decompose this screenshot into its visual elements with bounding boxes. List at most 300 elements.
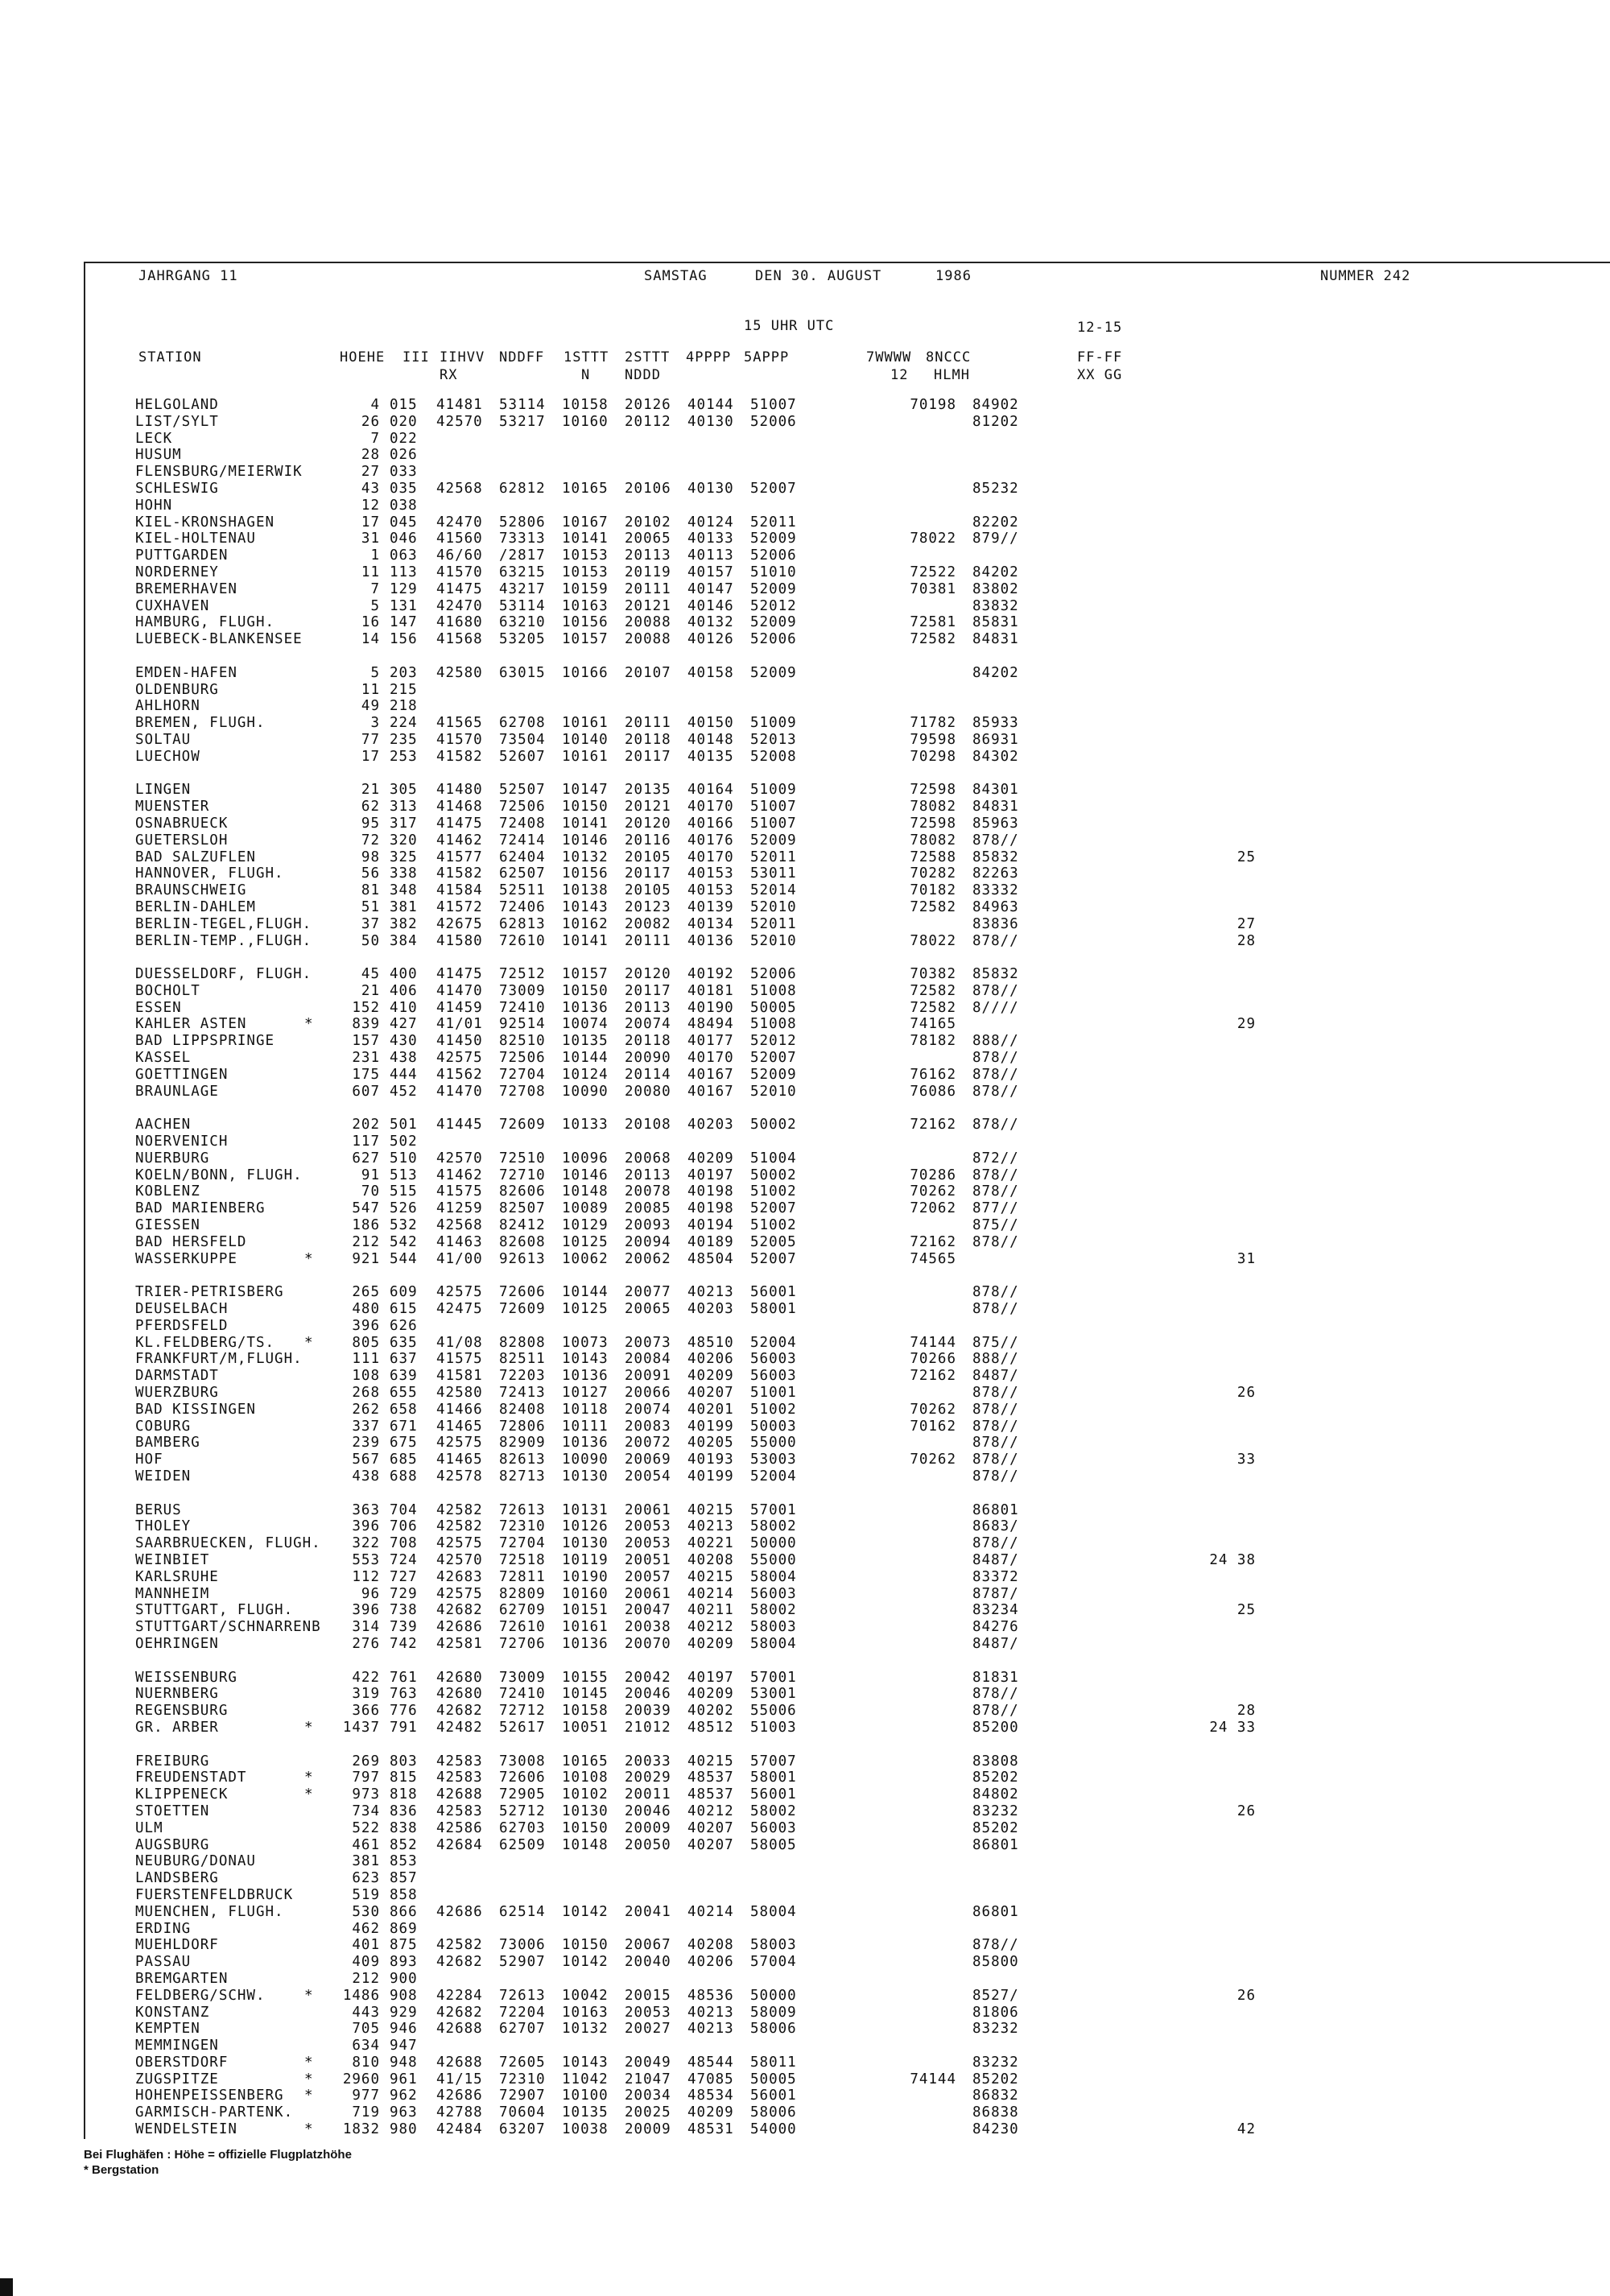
synop-group-5: 40214 [687, 1903, 734, 1920]
station-index: 706 [390, 1518, 418, 1535]
synop-group-4: 20065 [625, 531, 671, 547]
synop-group-3: 10062 [562, 1250, 609, 1267]
synop-group-4: 20049 [625, 2054, 671, 2071]
station-height: 21 [361, 982, 380, 999]
station-index: 853 [390, 1853, 418, 1870]
synop-group-5: 40209 [687, 1635, 734, 1652]
station-name: ERDING [135, 1920, 192, 1937]
synop-group-1: 41259 [436, 1200, 483, 1217]
synop-group-4: 21012 [625, 1719, 671, 1736]
gust-value: 42 [1236, 2121, 1256, 2138]
synop-group-3: 10090 [562, 1452, 609, 1468]
synop-group-4: 20072 [625, 1435, 671, 1452]
col-group-7: 7WWWW [866, 349, 912, 365]
station-height: 152 [352, 999, 380, 1016]
station-name: GIESSEN [135, 1217, 200, 1234]
synop-group-4: 20078 [625, 1183, 671, 1200]
synop-group-1: 42570 [436, 1150, 483, 1167]
synop-group-5: 48504 [687, 1250, 734, 1267]
synop-group-1: 42682 [436, 1602, 483, 1619]
station-name: CUXHAVEN [135, 597, 210, 614]
synop-group-1: 41560 [436, 531, 483, 547]
synop-group-2: 82808 [499, 1334, 546, 1351]
synop-group-6: 52012 [750, 597, 797, 614]
synop-group-8: 83808 [972, 1753, 1019, 1769]
synop-group-6: 51009 [750, 782, 797, 799]
synop-group-2: 72708 [499, 1083, 546, 1100]
synop-group-1: 42682 [436, 1703, 483, 1720]
station-height: 734 [352, 1803, 380, 1819]
station-name: BAD KISSINGEN [135, 1401, 256, 1418]
synop-group-6: 58003 [750, 1619, 797, 1636]
synop-group-6: 52009 [750, 580, 797, 597]
synop-group-3: 10089 [562, 1200, 609, 1217]
station-name: AACHEN [135, 1117, 192, 1134]
station-height: 175 [352, 1066, 380, 1083]
station-index: 502 [390, 1134, 418, 1150]
synop-group-1: 41584 [436, 882, 483, 899]
station-height: 1 [370, 547, 380, 564]
station-index: 671 [390, 1418, 418, 1435]
station-index: 858 [390, 1886, 418, 1903]
synop-group-3: 10151 [562, 1602, 609, 1619]
synop-group-8: 84276 [972, 1619, 1019, 1636]
station-index: 253 [390, 748, 418, 765]
station-height: 977 [352, 2087, 380, 2104]
synop-group-5: 40130 [687, 413, 734, 430]
station-index: 305 [390, 782, 418, 799]
synop-group-1: 42482 [436, 1719, 483, 1736]
synop-group-2: 82507 [499, 1200, 546, 1217]
station-height: 381 [352, 1853, 380, 1870]
station-index: 869 [390, 1920, 418, 1937]
station-name: PUTTGARDEN [135, 547, 229, 564]
station-name: ESSEN [135, 999, 182, 1016]
synop-group-7: 70298 [910, 748, 956, 765]
synop-group-6: 58004 [750, 1635, 797, 1652]
synop-group-8: 84831 [972, 631, 1019, 648]
synop-group-8: 878// [972, 1233, 1019, 1250]
station-name: MUENSTER [135, 799, 210, 816]
synop-group-4: 21047 [625, 2071, 671, 2087]
synop-group-6: 57001 [750, 1669, 797, 1686]
synop-group-1: 41577 [436, 849, 483, 865]
station-index: 218 [390, 698, 418, 715]
synop-group-3: 10142 [562, 1903, 609, 1920]
synop-group-2: 52907 [499, 1954, 546, 1971]
synop-group-5: 48510 [687, 1334, 734, 1351]
synop-group-3: 10127 [562, 1385, 609, 1402]
station-index: 658 [390, 1401, 418, 1418]
synop-group-6: 51002 [750, 1183, 797, 1200]
station-height: 72 [361, 832, 380, 849]
synop-group-3: 10150 [562, 1819, 609, 1836]
synop-group-6: 51007 [750, 815, 797, 832]
station-index: 639 [390, 1368, 418, 1385]
station-height: 96 [361, 1585, 380, 1602]
synop-group-3: 10157 [562, 966, 609, 983]
synop-group-3: 10150 [562, 799, 609, 816]
station-name: ZUGSPITZE [135, 2071, 219, 2087]
station-index: 203 [390, 664, 418, 681]
mountain-station-marker: * [304, 1334, 314, 1351]
synop-group-8: 83332 [972, 882, 1019, 899]
mountain-station-marker: * [304, 2071, 314, 2087]
synop-group-8: 878// [972, 932, 1019, 949]
synop-group-8: 83232 [972, 1803, 1019, 1819]
synop-group-6: 58011 [750, 2054, 797, 2071]
synop-group-3: 10140 [562, 731, 609, 748]
station-index: 045 [390, 514, 418, 531]
synop-group-3: 10163 [562, 2004, 609, 2021]
synop-group-4: 20107 [625, 664, 671, 681]
synop-group-3: 10131 [562, 1501, 609, 1518]
synop-group-4: 20088 [625, 614, 671, 631]
synop-group-5: 48544 [687, 2054, 734, 2071]
synop-group-8: 85202 [972, 2071, 1019, 2087]
station-index: 515 [390, 1183, 418, 1200]
synop-group-1: 41462 [436, 1167, 483, 1183]
station-height: 49 [361, 698, 380, 715]
station-name: FRANKFURT/M,FLUGH. [135, 1351, 303, 1368]
station-index: 381 [390, 898, 418, 915]
station-height: 98 [361, 849, 380, 865]
synop-group-5: 48537 [687, 1786, 734, 1803]
synop-group-5: 40213 [687, 2004, 734, 2021]
synop-group-2: 92514 [499, 1016, 546, 1033]
synop-group-1: 42575 [436, 1585, 483, 1602]
synop-group-7: 70282 [910, 865, 956, 882]
synop-group-8: 84301 [972, 782, 1019, 799]
synop-group-1: 42284 [436, 1987, 483, 2004]
synop-group-8: 82202 [972, 514, 1019, 531]
synop-group-6: 54000 [750, 2121, 797, 2138]
synop-group-8: 85963 [972, 815, 1019, 832]
synop-group-5: 40190 [687, 999, 734, 1016]
synop-group-3: 10143 [562, 1351, 609, 1368]
synop-group-6: 58006 [750, 2104, 797, 2121]
scan-edge-mark [0, 2278, 13, 2296]
synop-group-6: 58004 [750, 1903, 797, 1920]
synop-group-1: 41581 [436, 1368, 483, 1385]
station-index: 444 [390, 1066, 418, 1083]
synop-group-4: 20053 [625, 2004, 671, 2021]
synop-group-1: 41445 [436, 1117, 483, 1134]
synop-group-5: 40199 [687, 1418, 734, 1435]
station-name: KEMPTEN [135, 2021, 200, 2038]
synop-group-2: 72609 [499, 1117, 546, 1134]
station-height: 462 [352, 1920, 380, 1937]
synop-group-2: 52511 [499, 882, 546, 899]
station-name: NEUBURG/DONAU [135, 1853, 256, 1870]
synop-group-8: 85202 [972, 1769, 1019, 1786]
station-index: 962 [390, 2087, 418, 2104]
gust-value: 33 [1236, 1452, 1256, 1468]
synop-group-4: 20119 [625, 564, 671, 580]
synop-group-4: 20118 [625, 731, 671, 748]
synop-group-4: 20118 [625, 1033, 671, 1050]
synop-group-5: 40209 [687, 1368, 734, 1385]
col-group-8-sub: HLMH [934, 367, 970, 383]
synop-group-2: 82608 [499, 1233, 546, 1250]
synop-group-8: 8487/ [972, 1635, 1019, 1652]
station-index: 948 [390, 2054, 418, 2071]
station-height: 77 [361, 731, 380, 748]
synop-group-2: 73009 [499, 1669, 546, 1686]
station-name: OLDENBURG [135, 681, 219, 698]
synop-group-8: 86801 [972, 1501, 1019, 1518]
synop-group-8: 878// [972, 1167, 1019, 1183]
synop-group-5: 40201 [687, 1401, 734, 1418]
synop-group-7: 72581 [910, 614, 956, 631]
station-name: NUERBURG [135, 1150, 210, 1167]
synop-group-5: 40212 [687, 1619, 734, 1636]
station-height: 337 [352, 1418, 380, 1435]
station-height: 623 [352, 1870, 380, 1887]
synop-group-2: 62707 [499, 2021, 546, 2038]
synop-group-6: 52007 [750, 1050, 797, 1067]
synop-group-6: 57004 [750, 1954, 797, 1971]
gust-value: 24 33 [1209, 1719, 1256, 1736]
synop-group-6: 51008 [750, 982, 797, 999]
synop-group-5: 40157 [687, 564, 734, 580]
station-index: 635 [390, 1334, 418, 1351]
col-hoehe: HOEHE [340, 349, 386, 365]
synop-group-7: 72162 [910, 1117, 956, 1134]
synop-group-6: 51009 [750, 715, 797, 732]
synop-group-6: 58005 [750, 1836, 797, 1853]
synop-group-3: 10138 [562, 882, 609, 899]
synop-group-8: 85202 [972, 1819, 1019, 1836]
synop-group-3: 10161 [562, 1619, 609, 1636]
synop-group-8: 85832 [972, 849, 1019, 865]
station-height: 231 [352, 1050, 380, 1067]
synop-group-4: 20121 [625, 597, 671, 614]
station-name: LECK [135, 430, 173, 447]
synop-group-1: 41570 [436, 731, 483, 748]
synop-group-4: 20090 [625, 1050, 671, 1067]
synop-group-4: 20084 [625, 1351, 671, 1368]
synop-group-6: 50000 [750, 1535, 797, 1552]
synop-group-1: 42688 [436, 1786, 483, 1803]
station-name: BERLIN-DAHLEM [135, 898, 256, 915]
station-height: 11 [361, 564, 380, 580]
synop-group-7: 70182 [910, 882, 956, 899]
mountain-station-marker: * [304, 1719, 314, 1736]
station-name: BERLIN-TEGEL,FLUGH. [135, 915, 312, 932]
synop-group-1: 42575 [436, 1535, 483, 1552]
synop-group-2: 73313 [499, 531, 546, 547]
synop-group-6: 55000 [750, 1435, 797, 1452]
synop-group-5: 40153 [687, 882, 734, 899]
synop-group-3: 10165 [562, 1753, 609, 1769]
synop-group-3: 10096 [562, 1150, 609, 1167]
station-name: LIST/SYLT [135, 413, 219, 430]
synop-group-8: 8//// [972, 999, 1019, 1016]
issue-number: NUMMER 242 [1320, 268, 1411, 284]
synop-group-8: 878// [972, 1401, 1019, 1418]
synop-group-7: 78022 [910, 531, 956, 547]
station-name: FREUDENSTADT [135, 1769, 247, 1786]
synop-group-2: 82510 [499, 1033, 546, 1050]
synop-group-4: 20121 [625, 799, 671, 816]
synop-group-1: 41570 [436, 564, 483, 580]
station-index: 544 [390, 1250, 418, 1267]
synop-group-5: 40213 [687, 1518, 734, 1535]
station-height: 480 [352, 1301, 380, 1318]
station-height: 7 [370, 580, 380, 597]
synop-group-5: 40164 [687, 782, 734, 799]
station-name: KASSEL [135, 1050, 192, 1067]
synop-group-5: 40199 [687, 1468, 734, 1485]
synop-group-6: 58002 [750, 1518, 797, 1535]
synop-group-3: 10141 [562, 531, 609, 547]
station-name: SOLTAU [135, 731, 192, 748]
synop-group-1: 41475 [436, 815, 483, 832]
col-group-4: 2STTT [625, 349, 671, 365]
synop-group-2: 72704 [499, 1535, 546, 1552]
synop-group-8: 878// [972, 1452, 1019, 1468]
synop-group-3: 10156 [562, 865, 609, 882]
station-index: 947 [390, 2038, 418, 2054]
synop-group-8: 84202 [972, 564, 1019, 580]
station-name: REGENSBURG [135, 1703, 229, 1720]
synop-group-5: 48512 [687, 1719, 734, 1736]
synop-group-7: 72598 [910, 815, 956, 832]
synop-group-2: 73504 [499, 731, 546, 748]
synop-group-6: 53001 [750, 1686, 797, 1703]
synop-group-6: 56003 [750, 1368, 797, 1385]
synop-group-4: 20114 [625, 1066, 671, 1083]
station-height: 322 [352, 1535, 380, 1552]
synop-group-3: 10147 [562, 782, 609, 799]
synop-group-5: 40189 [687, 1233, 734, 1250]
synop-group-6: 52007 [750, 1250, 797, 1267]
synop-group-2: 72510 [499, 1150, 546, 1167]
synop-group-5: 40130 [687, 480, 734, 497]
station-index: 704 [390, 1501, 418, 1518]
col-group-1-sub: RX [440, 367, 458, 383]
synop-group-6: 52004 [750, 1468, 797, 1485]
synop-group-5: 40170 [687, 849, 734, 865]
synop-group-6: 51008 [750, 1016, 797, 1033]
synop-group-2: 62813 [499, 915, 546, 932]
synop-group-8: 877// [972, 1200, 1019, 1217]
synop-group-4: 20061 [625, 1585, 671, 1602]
synop-group-1: 41575 [436, 1351, 483, 1368]
synop-group-2: 92613 [499, 1250, 546, 1267]
station-index: 452 [390, 1083, 418, 1100]
station-height: 973 [352, 1786, 380, 1803]
synop-group-4: 20011 [625, 1786, 671, 1803]
station-name: WEISSENBURG [135, 1669, 237, 1686]
synop-group-1: 41568 [436, 631, 483, 648]
station-height: 314 [352, 1619, 380, 1636]
synop-group-6: 52009 [750, 614, 797, 631]
synop-group-4: 20029 [625, 1769, 671, 1786]
synop-group-7: 78022 [910, 932, 956, 949]
col-station: STATION [138, 349, 202, 365]
synop-group-1: 42682 [436, 1954, 483, 1971]
station-index: 763 [390, 1686, 418, 1703]
synop-group-1: 42682 [436, 2004, 483, 2021]
station-height: 111 [352, 1351, 380, 1368]
station-name: WENDELSTEIN [135, 2121, 237, 2138]
synop-group-5: 40176 [687, 832, 734, 849]
synop-group-5: 40146 [687, 597, 734, 614]
station-name: BERUS [135, 1501, 182, 1518]
synop-group-1: 41/00 [436, 1250, 483, 1267]
synop-group-7: 72582 [910, 898, 956, 915]
station-index: 685 [390, 1452, 418, 1468]
synop-group-4: 20057 [625, 1568, 671, 1585]
synop-group-7: 78082 [910, 799, 956, 816]
synop-group-8: 878// [972, 1468, 1019, 1485]
station-name: BAD MARIENBERG [135, 1200, 266, 1217]
synop-group-3: 10126 [562, 1518, 609, 1535]
synop-group-2: 62514 [499, 1903, 546, 1920]
station-height: 62 [361, 799, 380, 816]
synop-group-4: 20117 [625, 865, 671, 882]
synop-group-1: 41465 [436, 1418, 483, 1435]
synop-group-8: 83832 [972, 597, 1019, 614]
synop-group-4: 20108 [625, 1117, 671, 1134]
station-name: HANNOVER, FLUGH. [135, 865, 284, 882]
synop-group-4: 20053 [625, 1535, 671, 1552]
synop-group-2: 72811 [499, 1568, 546, 1585]
synop-group-2: 52806 [499, 514, 546, 531]
synop-group-2: 72605 [499, 2054, 546, 2071]
synop-group-3: 10100 [562, 2087, 609, 2104]
synop-group-1: 41481 [436, 397, 483, 413]
synop-group-6: 56003 [750, 1819, 797, 1836]
station-height: 186 [352, 1217, 380, 1234]
time-label: 15 UHR UTC [744, 318, 835, 334]
station-height: 530 [352, 1903, 380, 1920]
synop-group-3: 10160 [562, 413, 609, 430]
station-name: DUESSELDORF, FLUGH. [135, 966, 312, 983]
synop-group-8: 86801 [972, 1836, 1019, 1853]
station-height: 519 [352, 1886, 380, 1903]
synop-group-3: 10146 [562, 1167, 609, 1183]
synop-group-8: 84202 [972, 664, 1019, 681]
station-index: 400 [390, 966, 418, 983]
synop-group-2: 72710 [499, 1167, 546, 1183]
station-height: 396 [352, 1317, 380, 1334]
synop-group-1: 41459 [436, 999, 483, 1016]
station-height: 797 [352, 1769, 380, 1786]
mountain-station-marker: * [304, 1987, 314, 2004]
synop-group-8: 878// [972, 1050, 1019, 1067]
synop-group-5: 40198 [687, 1200, 734, 1217]
col-group-8: 8NCCC [926, 349, 972, 365]
synop-group-4: 20046 [625, 1803, 671, 1819]
synop-group-4: 20113 [625, 547, 671, 564]
station-name: NORDERNEY [135, 564, 219, 580]
synop-group-1: 41468 [436, 799, 483, 816]
station-name: HAMBURG, FLUGH. [135, 614, 275, 631]
station-name: AHLHORN [135, 698, 200, 715]
synop-group-5: 40177 [687, 1033, 734, 1050]
synop-group-4: 20082 [625, 915, 671, 932]
synop-group-6: 52007 [750, 480, 797, 497]
synop-group-8: 84230 [972, 2121, 1019, 2138]
station-index: 655 [390, 1385, 418, 1402]
station-name: KOBLENZ [135, 1183, 200, 1200]
station-height: 37 [361, 915, 380, 932]
synop-group-4: 20074 [625, 1401, 671, 1418]
station-name: HUSUM [135, 447, 182, 464]
